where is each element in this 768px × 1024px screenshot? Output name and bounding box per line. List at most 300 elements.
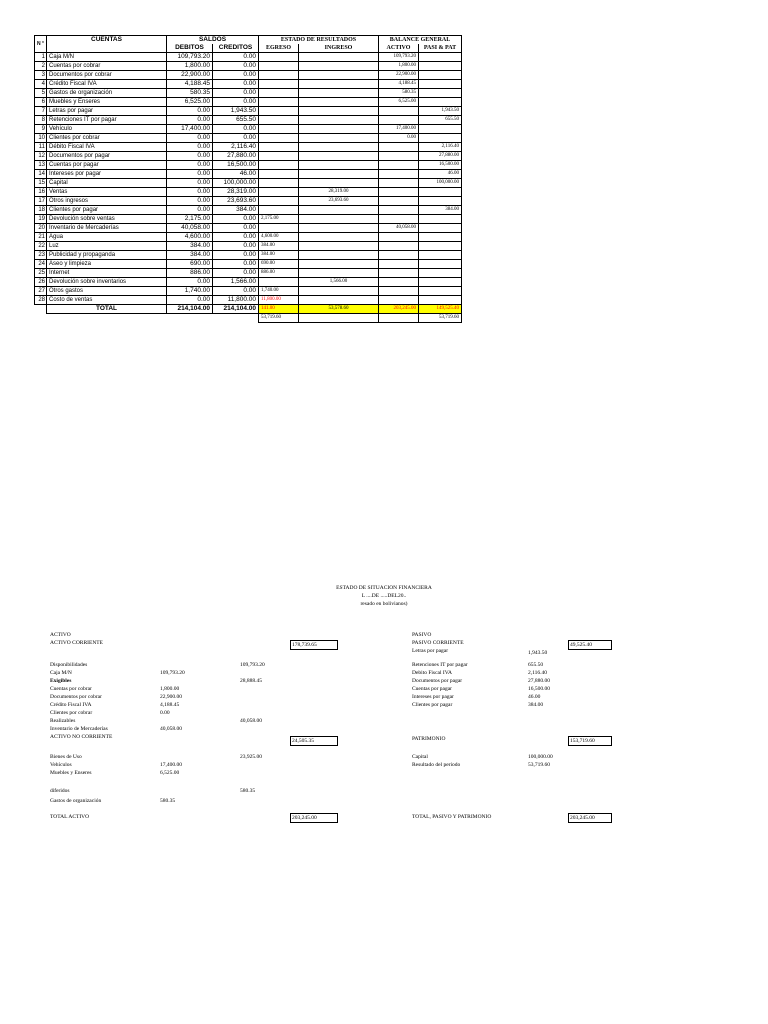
table-row (35, 260, 462, 269)
worksheet-header (35, 36, 462, 53)
row-credito: 0.00 (213, 233, 259, 242)
row-ingreso (299, 107, 379, 116)
row-egreso: 4,600.00 (259, 233, 299, 242)
result-ingreso-empty (299, 314, 379, 323)
row-credito: 2,116.40 (213, 143, 259, 152)
row-pasivo (419, 251, 462, 260)
row-debito: 0.00 (167, 179, 213, 188)
total-egreso (259, 305, 299, 314)
row-egreso (259, 152, 299, 161)
row-pasivo (419, 260, 462, 269)
table-row (35, 188, 462, 197)
row-activo: 4,188.45 (379, 80, 419, 89)
row-cuenta: Costo de ventas (47, 296, 167, 305)
total-ingreso: 53,578.60 (299, 305, 379, 314)
row-ingreso (299, 206, 379, 215)
row-credito: 0.00 (213, 215, 259, 224)
table-row (35, 170, 462, 179)
row-credito: 1,566.00 (213, 278, 259, 287)
row-num: 16 (35, 188, 47, 197)
row-egreso (259, 107, 299, 116)
row-num: 11 (35, 143, 47, 152)
caja-label: Caja M/N (50, 670, 72, 676)
row-egreso (259, 89, 299, 98)
row-num: 4 (35, 80, 47, 89)
row-credito: 0.00 (213, 287, 259, 296)
total-pasivo-value: 149,525.40 (436, 306, 459, 311)
row-credito: 0.00 (213, 125, 259, 134)
row-ingreso (299, 89, 379, 98)
worksheet-body (35, 53, 462, 305)
row-num: 18 (35, 206, 47, 215)
total-activo-label: TOTAL ACTIVO (50, 814, 90, 820)
row-pasivo (419, 233, 462, 242)
row-activo: 40,058.00 (379, 224, 419, 233)
row-pasivo (419, 89, 462, 98)
row-credito: 100,000.00 (213, 179, 259, 188)
table-row (35, 161, 462, 170)
row-num: 6 (35, 98, 47, 107)
table-row (35, 206, 462, 215)
activo-no-corriente-total: 24,505.35 (290, 736, 338, 746)
row-activo: 0.00 (379, 134, 419, 143)
total-credito: 214,104.00 (213, 305, 259, 314)
row-num: 7 (35, 107, 47, 116)
row-num: 19 (35, 215, 47, 224)
row-debito: 384.00 (167, 251, 213, 260)
pasivo-item-value: 655.50 (528, 662, 544, 668)
row-debito: 0.00 (167, 152, 213, 161)
row-pasivo (419, 224, 462, 233)
bienes-de-uso-label: Bienes de Uso (50, 754, 82, 760)
row-pasivo (419, 134, 462, 143)
row-debito: 109,793.20 (167, 53, 213, 62)
row-pasivo (419, 215, 462, 224)
row-activo: 22,900.00 (379, 71, 419, 80)
patrimonio-total: 153,719.60 (568, 736, 612, 746)
exigible-label: Clientes por cobrar (50, 710, 93, 716)
table-row (35, 89, 462, 98)
row-num: 23 (35, 251, 47, 260)
row-pasivo (419, 80, 462, 89)
pasivo-item-label: Retenciones IT por pagar (412, 662, 468, 668)
row-activo (379, 215, 419, 224)
row-pasivo: 27,880.00 (419, 152, 462, 161)
pasivo-item-label: Cuentas por pagar (412, 686, 453, 692)
row-egreso (259, 206, 299, 215)
row-debito: 0.00 (167, 107, 213, 116)
row-ingreso (299, 260, 379, 269)
exigible-value: 1,800.00 (160, 686, 180, 692)
row-activo (379, 287, 419, 296)
row-ingreso (299, 269, 379, 278)
row-cuenta: Agua (47, 233, 167, 242)
row-activo: 109,793.20 (379, 53, 419, 62)
row-credito: 46.00 (213, 170, 259, 179)
row-ingreso (299, 215, 379, 224)
row-num: 10 (35, 134, 47, 143)
exigible-value: 22,900.00 (160, 694, 182, 700)
pasivo-item-value: 384.00 (528, 702, 544, 708)
activo-no-corriente-heading: ACTIVO NO CORRIENTE (50, 734, 113, 740)
table-row (35, 197, 462, 206)
header-saldos: SALDOS (167, 36, 259, 45)
row-pasivo (419, 242, 462, 251)
row-cuenta: Devolución sobre inventarios (47, 278, 167, 287)
row-egreso (259, 188, 299, 197)
table-row (35, 62, 462, 71)
row-debito: 6,525.00 (167, 98, 213, 107)
row-ingreso (299, 296, 379, 305)
result-activo-empty (379, 314, 419, 323)
row-egreso (259, 197, 299, 206)
row-ingreso (299, 62, 379, 71)
row-egreso (259, 170, 299, 179)
exigible-label: Documentos por cobrar (50, 694, 102, 700)
row-credito: 1,943.50 (213, 107, 259, 116)
row-credito: 23,693.60 (213, 197, 259, 206)
row-egreso (259, 134, 299, 143)
exigibles-total: 28,888.45 (240, 678, 262, 684)
table-row (35, 278, 462, 287)
statement-title: ESTADO DE SITUACION FINANCIERA (336, 585, 432, 591)
row-cuenta: Letras por pagar (47, 107, 167, 116)
table-row (35, 53, 462, 62)
row-cuenta: Cuentas por pagar (47, 161, 167, 170)
table-row (35, 125, 462, 134)
row-debito: 0.00 (167, 161, 213, 170)
total-egreso-value: 141.00 (261, 306, 275, 311)
row-cuenta: Intereses por pagar (47, 170, 167, 179)
row-credito: 0.00 (213, 242, 259, 251)
result-egreso: 53,719.60 (259, 314, 299, 323)
row-pasivo (419, 269, 462, 278)
table-row (35, 287, 462, 296)
row-num: 25 (35, 269, 47, 278)
row-egreso (259, 143, 299, 152)
table-row (35, 143, 462, 152)
row-debito: 0.00 (167, 296, 213, 305)
total-pasivo-value: 203,245.00 (568, 813, 612, 823)
realizables-label: Realizables (50, 718, 76, 724)
row-num: 12 (35, 152, 47, 161)
table-row (35, 179, 462, 188)
worksheet-table (34, 35, 462, 323)
row-pasivo (419, 287, 462, 296)
row-egreso: 384.00 (259, 251, 299, 260)
table-row (35, 134, 462, 143)
table-row (35, 98, 462, 107)
row-ingreso (299, 53, 379, 62)
row-activo: 1,800.00 (379, 62, 419, 71)
gastos-org-value: 580.35 (160, 798, 176, 804)
row-debito: 4,600.00 (167, 233, 213, 242)
row-cuenta: Caja M/N (47, 53, 167, 62)
table-row (35, 71, 462, 80)
row-credito: 0.00 (213, 62, 259, 71)
row-egreso (259, 161, 299, 170)
header-cuentas: CUENTAS (47, 36, 167, 53)
row-num: 1 (35, 53, 47, 62)
row-activo (379, 116, 419, 125)
row-cuenta: Capital (47, 179, 167, 188)
disponibilidades-label: Disponibilidades (50, 662, 88, 668)
total-label: TOTAL (47, 305, 167, 314)
diferidos-total: 580.35 (240, 788, 256, 794)
row-activo (379, 152, 419, 161)
total-activo (379, 305, 419, 314)
row-egreso (259, 80, 299, 89)
row-cuenta: Devolución sobre ventas (47, 215, 167, 224)
row-ingreso (299, 287, 379, 296)
row-egreso (259, 62, 299, 71)
table-row (35, 251, 462, 260)
row-pasivo (419, 296, 462, 305)
worksheet-footer (35, 305, 462, 323)
row-ingreso: 1,566.00 (299, 278, 379, 287)
row-credito: 11,800.00 (213, 296, 259, 305)
row-pasivo: 2,116.40 (419, 143, 462, 152)
row-debito: 690.00 (167, 260, 213, 269)
row-num: 20 (35, 224, 47, 233)
row-debito: 2,175.00 (167, 215, 213, 224)
activo-heading: ACTIVO (50, 632, 71, 638)
row-pasivo (419, 62, 462, 71)
exigibles-label: Exigibles (50, 678, 72, 684)
row-cuenta: Luz (47, 242, 167, 251)
row-activo (379, 233, 419, 242)
row-ingreso (299, 143, 379, 152)
header-egreso: EGRESO (259, 44, 299, 53)
row-activo (379, 251, 419, 260)
muebles-value: 6,525.00 (160, 770, 180, 776)
activo-corriente-total: 178,739.65 (290, 640, 338, 650)
row-debito: 0.00 (167, 116, 213, 125)
inventario-label: Inventario de Mercaderías (50, 726, 108, 732)
exigible-label: Cuentas por cobrar (50, 686, 92, 692)
row-egreso: 11,800.00 (259, 296, 299, 305)
row-pasivo (419, 197, 462, 206)
row-debito: 384.00 (167, 242, 213, 251)
total-row (35, 305, 462, 314)
row-activo (379, 242, 419, 251)
row-num: 27 (35, 287, 47, 296)
pasivo-item-value: 27,880.00 (528, 678, 550, 684)
row-cuenta: Aseo y limpieza (47, 260, 167, 269)
resultado-value: 53,719.60 (528, 762, 550, 768)
row-credito: 0.00 (213, 269, 259, 278)
row-activo: 580.35 (379, 89, 419, 98)
row-num: 22 (35, 242, 47, 251)
disponibilidades-total: 109,793.20 (240, 662, 265, 668)
row-pasivo: 655.50 (419, 116, 462, 125)
row-activo (379, 197, 419, 206)
letras-label: Letras por pagar (412, 648, 449, 654)
row-activo (379, 269, 419, 278)
row-activo: 6,525.00 (379, 98, 419, 107)
row-pasivo (419, 53, 462, 62)
inventario-value: 40,058.00 (160, 726, 182, 732)
total-num (35, 305, 47, 314)
row-ingreso (299, 98, 379, 107)
row-credito: 28,319.00 (213, 188, 259, 197)
statement-subtitle: L ....DE .....DEL20.. (361, 593, 407, 599)
row-debito: 40,058.00 (167, 224, 213, 233)
row-credito: 0.00 (213, 89, 259, 98)
row-activo (379, 161, 419, 170)
pasivo-item-label: Debito Fiscal IVA (412, 670, 452, 676)
exigible-value: 0.00 (160, 710, 170, 716)
result-pasivo: 53,719.60 (419, 314, 462, 323)
row-ingreso (299, 152, 379, 161)
row-egreso: 2,175.00 (259, 215, 299, 224)
row-credito: 0.00 (213, 224, 259, 233)
row-ingreso (299, 116, 379, 125)
row-ingreso: 28,319.00 (299, 188, 379, 197)
muebles-label: Muebles y Enseres (50, 770, 92, 776)
statement-units: resado en bolivianos) (360, 601, 408, 607)
row-pasivo: 46.00 (419, 170, 462, 179)
pasivo-item-label: Clientes por pagar (412, 702, 453, 708)
vehiculos-label: Vehículos (50, 762, 72, 768)
total-activo-value: 203,245.00 (393, 306, 416, 311)
row-num: 8 (35, 116, 47, 125)
row-debito: 886.00 (167, 269, 213, 278)
header-creditos: CREDITOS (213, 44, 259, 53)
row-credito: 0.00 (213, 251, 259, 260)
row-egreso (259, 116, 299, 125)
row-cuenta: Crédito Fiscal IVA (47, 80, 167, 89)
resultado-label: Resultado del periodo (412, 762, 461, 768)
row-pasivo: 100,000.00 (419, 179, 462, 188)
gastos-org-label: Gastos de organización (50, 798, 102, 804)
pasivo-item-label: Intereses por pagar (412, 694, 454, 700)
row-activo: 17,400.00 (379, 125, 419, 134)
row-ingreso (299, 170, 379, 179)
row-ingreso (299, 134, 379, 143)
header-estado-resultados: ESTADO DE RESULTADOS (259, 36, 379, 45)
diferidos-label: diferidos (50, 788, 70, 794)
row-debito: 0.00 (167, 206, 213, 215)
total-activo-value: 203,245.00 (290, 813, 338, 823)
row-credito: 0.00 (213, 80, 259, 89)
table-row (35, 152, 462, 161)
row-cuenta: Vehículo (47, 125, 167, 134)
row-activo (379, 143, 419, 152)
row-num: 5 (35, 89, 47, 98)
row-debito: 17,400.00 (167, 125, 213, 134)
row-cuenta: Otros gastos (47, 287, 167, 296)
row-cuenta: Documentos por cobrar (47, 71, 167, 80)
row-pasivo (419, 278, 462, 287)
patrimonio-heading: PATRIMONIO (412, 736, 446, 742)
row-credito: 27,880.00 (213, 152, 259, 161)
row-cuenta: Clientes por cobrar (47, 134, 167, 143)
row-pasivo: 16,500.00 (419, 161, 462, 170)
row-credito: 16,500.00 (213, 161, 259, 170)
row-cuenta: Inventario de Mercaderías (47, 224, 167, 233)
row-ingreso (299, 125, 379, 134)
row-ingreso (299, 179, 379, 188)
table-row (35, 80, 462, 89)
row-activo (379, 107, 419, 116)
row-egreso (259, 71, 299, 80)
row-num: 15 (35, 179, 47, 188)
row-debito: 1,800.00 (167, 62, 213, 71)
total-pasivo-label: TOTAL, PASIVO Y PATRIMONIO (412, 814, 492, 820)
row-credito: 0.00 (213, 134, 259, 143)
row-debito: 0.00 (167, 170, 213, 179)
row-activo (379, 179, 419, 188)
row-num: 17 (35, 197, 47, 206)
row-ingreso (299, 242, 379, 251)
bienes-de-uso-total: 23,925.00 (240, 754, 262, 760)
row-cuenta: Internet (47, 269, 167, 278)
row-cuenta: Publicidad y propaganda (47, 251, 167, 260)
row-ingreso (299, 80, 379, 89)
row-egreso (259, 98, 299, 107)
row-pasivo: 1,943.50 (419, 107, 462, 116)
table-row (35, 215, 462, 224)
activo-corriente-heading: ACTIVO CORRIENTE (50, 640, 104, 646)
row-num: 2 (35, 62, 47, 71)
row-egreso: 384.00 (259, 242, 299, 251)
pasivo-corriente-total: 49,525.40 (568, 640, 612, 650)
row-debito: 0.00 (167, 197, 213, 206)
row-debito: 0.00 (167, 278, 213, 287)
row-credito: 655.50 (213, 116, 259, 125)
caja-value: 109,793.20 (160, 670, 185, 676)
row-ingreso (299, 233, 379, 242)
header-pasi-pat: PASI & PAT (419, 44, 462, 53)
row-pasivo (419, 125, 462, 134)
row-egreso (259, 278, 299, 287)
table-row (35, 116, 462, 125)
row-debito: 580.35 (167, 89, 213, 98)
row-activo (379, 188, 419, 197)
row-cuenta: Retenciones IT por pagar (47, 116, 167, 125)
row-ingreso (299, 251, 379, 260)
row-debito: 0.00 (167, 188, 213, 197)
row-cuenta: Documentos por pagar (47, 152, 167, 161)
pasivo-corriente-heading: PASIVO CORRIENTE (412, 640, 464, 646)
row-activo (379, 278, 419, 287)
row-cuenta: Otros ingresos (47, 197, 167, 206)
row-credito: 0.00 (213, 71, 259, 80)
row-credito: 0.00 (213, 98, 259, 107)
result-row (35, 314, 462, 323)
table-row (35, 107, 462, 116)
row-egreso (259, 224, 299, 233)
row-egreso: 886.00 (259, 269, 299, 278)
header-activo: ACTIVO (379, 44, 419, 53)
pasivo-item-label: Documentos por pagar (412, 678, 463, 684)
row-num: 13 (35, 161, 47, 170)
row-num: 21 (35, 233, 47, 242)
capital-label: Capital (412, 754, 428, 760)
row-cuenta: Muebles y Enseres (47, 98, 167, 107)
header-debitos: DEBITOS (167, 44, 213, 53)
pasivo-item-value: 2,116.40 (528, 670, 548, 676)
row-pasivo: 384.00 (419, 206, 462, 215)
header-ingreso: INGRESO (299, 44, 379, 53)
exigible-value: 4,188.45 (160, 702, 180, 708)
row-cuenta: Cuentas por cobrar (47, 62, 167, 71)
vehiculos-value: 17,400.00 (160, 762, 182, 768)
letras-value: 1,943.50 (528, 650, 548, 656)
pasivo-item-value: 46.00 (528, 694, 541, 700)
row-activo (379, 206, 419, 215)
